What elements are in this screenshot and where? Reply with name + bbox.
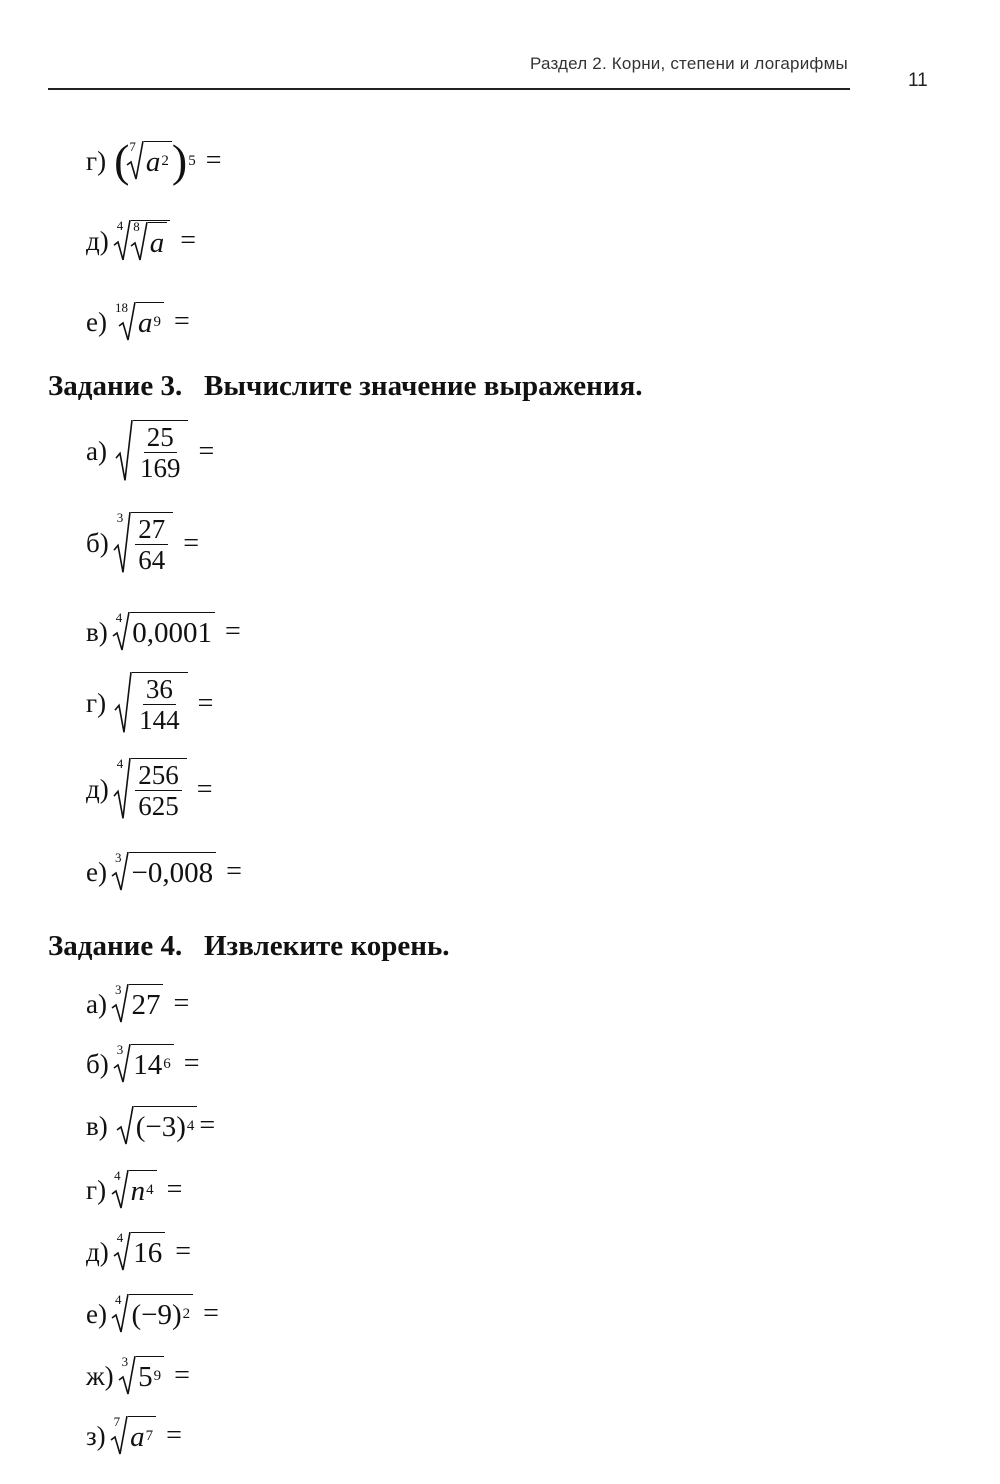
- page-number: 11: [908, 70, 928, 91]
- math-expression: 3 27 =: [115, 984, 189, 1024]
- math-expression: 3 $\frac{27}{64}$ =: [117, 512, 199, 575]
- task4-item-z: [86, 1416, 182, 1456]
- task-number: Задание 4.: [48, 930, 183, 962]
- math-expression: 4 (−9) 2 =: [115, 1294, 219, 1334]
- task3-item-d: [86, 758, 213, 821]
- math-expression: 4 16 =: [117, 1232, 191, 1272]
- task-number: Задание 3.: [48, 370, 183, 402]
- task3-item-g: [86, 672, 213, 735]
- math-expression: 3 5 9 =: [122, 1356, 190, 1396]
- math-expression: $\frac{36}{144}$ =: [114, 672, 213, 735]
- task-title: Извлеките корень.: [204, 930, 450, 962]
- running-header: Раздел 2. Корни, степени и логарифмы: [530, 54, 848, 73]
- header-rule: [48, 88, 850, 90]
- item-label: е): [86, 856, 107, 887]
- prev-item-e: [86, 302, 190, 342]
- math-expression: 4 n 4 =: [114, 1170, 182, 1210]
- math-expression: 4 0,0001 =: [116, 612, 241, 652]
- task3-item-v: [86, 612, 241, 652]
- task3-item-e: [86, 852, 242, 892]
- item-label: е): [86, 306, 107, 337]
- math-expression: 4 8 a =: [117, 220, 196, 262]
- item-label: а): [86, 436, 107, 467]
- math-expression: 18 a 9 =: [115, 302, 190, 342]
- item-label: д): [86, 225, 109, 256]
- task3-item-a: [86, 420, 214, 483]
- math-expression: ( 7 a 2 ) 5 =: [114, 135, 222, 186]
- item-label: б): [86, 1048, 109, 1079]
- task-3-heading: [48, 370, 643, 403]
- item-label: е): [86, 1298, 107, 1329]
- prev-item-d: [86, 220, 196, 262]
- item-label: г): [86, 688, 107, 719]
- task4-item-a: [86, 984, 189, 1024]
- math-expression: (−3) 4 =: [116, 1106, 215, 1146]
- task4-item-d: [86, 1232, 191, 1272]
- task-4-heading: [48, 930, 450, 963]
- item-label: в): [86, 616, 108, 647]
- task4-item-zh: [86, 1356, 190, 1396]
- task-title: Вычислите значение выражения.: [204, 370, 643, 402]
- item-label: д): [86, 774, 109, 805]
- item-label: ж): [86, 1360, 114, 1391]
- item-label: г): [86, 1174, 107, 1205]
- item-label: в): [86, 1110, 108, 1141]
- task4-item-b: [86, 1044, 200, 1084]
- item-label: з): [86, 1420, 106, 1451]
- math-expression: $\frac{25}{169}$ =: [115, 420, 214, 483]
- item-label: а): [86, 988, 107, 1019]
- task4-item-v: [86, 1106, 215, 1146]
- math-expression: 3 14 6 =: [117, 1044, 200, 1084]
- math-expression: 3 −0,008 =: [115, 852, 242, 892]
- task3-item-b: [86, 512, 199, 575]
- math-expression: 4 $\frac{256}{625}$ =: [117, 758, 213, 821]
- task4-item-g: [86, 1170, 182, 1210]
- task4-item-e: [86, 1294, 219, 1334]
- item-label: б): [86, 528, 109, 559]
- math-expression: 7 a 7 =: [114, 1416, 182, 1456]
- item-label: д): [86, 1236, 109, 1267]
- prev-item-g: [86, 135, 222, 186]
- item-label: г): [86, 145, 107, 176]
